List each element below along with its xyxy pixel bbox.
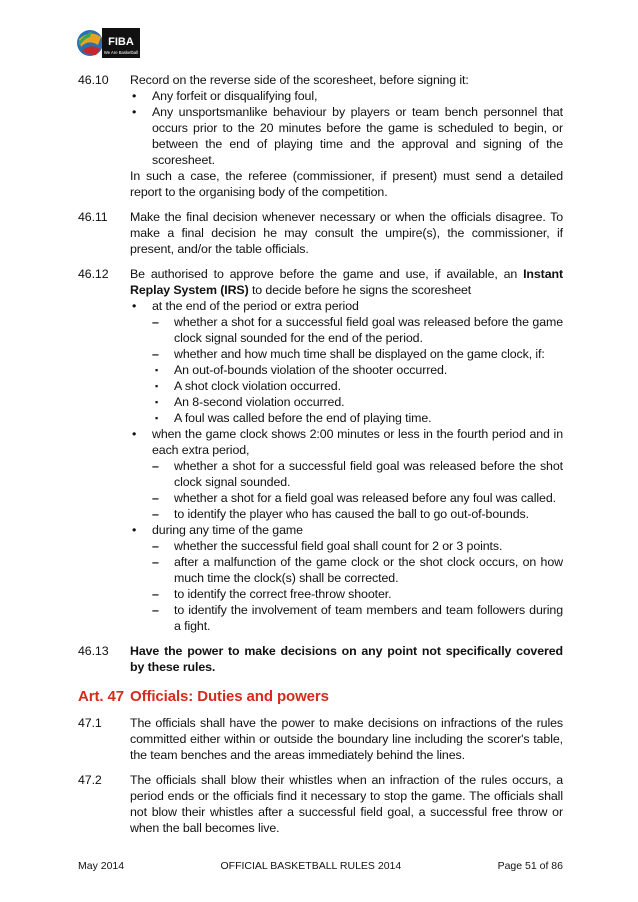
footer-date: May 2014 [78,860,125,872]
logo-tagline: We Are Basketball [103,50,139,55]
dash-icon: – [152,507,159,521]
bullet-item: • at the end of the period or extra period [132,299,359,313]
article-47-1 [78,715,563,763]
article-number: 46.11 [78,210,108,224]
article-46-10 [78,72,563,200]
irs-term: Instant Replay System (IRS) [130,267,563,297]
article-number: 46.12 [78,267,109,281]
bullet-item: • when the game clock shows 2:00 minutes or less in the fourth period and in each extra period, [132,427,563,457]
bullet-icon: • [132,299,137,313]
square-item: ▪ A foul was called before the end of playing time. [155,411,432,425]
article-text: The officials shall have the power to make decisions on infractions of the rules committed either within or outside the boundary line including the scorer's table, the team benches and the areas immediately behind the lines. [130,716,563,762]
dash-item: – to identify the player who has caused the ball to go out-of-bounds. [152,507,529,521]
bullet-item: • during any time of the game [132,523,303,537]
dash-item: – to identify the involvement of team members and team followers during a fight. [152,603,563,633]
dash-icon: – [152,459,159,473]
bullet-item: • Any forfeit or disqualifying foul, [132,89,318,103]
article-46-11 [78,209,563,257]
square-bullet-icon: ▪ [155,365,159,375]
article-47-2 [78,772,563,836]
dash-item: – whether and how much time shall be displayed on the game clock, if: [152,347,545,361]
dash-item: – to identify the correct free-throw shooter. [152,587,392,601]
article-46-13 [78,643,563,675]
section-heading [78,689,563,705]
dash-icon: – [152,539,159,553]
bullet-icon: • [132,89,137,103]
article-number: 47.2 [78,773,102,787]
square-bullet-icon: ▪ [155,397,159,407]
fiba-logo [76,25,142,61]
dash-item: – after a malfunction of the game clock or the shot clock occurs, on how much time the clock(s) shall be corrected. [152,555,563,585]
article-text: Be authorised to approve before the game and use, if available, an Instant Replay System (IRS) to decide before he signs the scoresheet [130,267,563,297]
dash-item: – whether the successful field goal shall count for 2 or 3 points. [152,539,503,553]
bullet-icon: • [132,427,137,441]
dash-item: – whether a shot for a field goal was released before any foul was called. [152,491,556,505]
dash-icon: – [152,555,159,569]
article-46-12 [78,266,563,634]
page-footer [78,860,563,872]
square-item: ▪ A shot clock violation occurred. [155,379,341,393]
dash-item: – whether a shot for a successful field goal was released before the game clock signal sounded for the end of the period. [152,315,563,345]
footer-title: OFFICIAL BASKETBALL RULES 2014 [220,860,402,872]
section-number: Art. 47 [78,688,124,705]
dash-icon: – [152,315,159,329]
dash-icon: – [152,491,159,505]
bullet-icon: • [132,523,137,537]
dash-icon: – [152,603,159,617]
bullet-item: • Any unsportsmanlike behaviour by players or team bench personnel that occurs prior to the 20 minutes before the game is scheduled to begin, or between the end of playing time and the approval and signing of the scoresheet. [132,105,563,167]
article-number: 47.1 [78,716,102,730]
rules-content [78,72,563,845]
fiba-logo-icon [76,25,142,61]
footer-page-number: Page 51 of 86 [497,860,563,872]
article-number: 46.13 [78,644,109,658]
logo-text: FIBA [108,36,134,48]
article-number: 46.10 [78,73,109,87]
dash-icon: – [152,587,159,601]
section-title: Officials: Duties and powers [130,688,329,705]
dash-icon: – [152,347,159,361]
square-bullet-icon: ▪ [155,381,159,391]
article-text: In such a case, the referee (commissioner, if present) must send a detailed report to the organising body of the competition. [130,169,563,199]
article-text: Have the power to make decisions on any point not specifically covered by these rules. [130,644,563,674]
bullet-icon: • [132,105,137,119]
dash-item: – whether a shot for a successful field goal was released before the shot clock signal sounded. [152,459,563,489]
article-text: The officials shall blow their whistles when an infraction of the rules occurs, a period ends or the officials find it necessary to stop the game. The officials shall not blow their whistles after a successful field goal, a successful free throw or when the ball becomes live. [130,773,563,835]
article-text: Record on the reverse side of the scoresheet, before signing it: [130,73,469,87]
square-bullet-icon: ▪ [155,413,159,423]
square-item: ▪ An out-of-bounds violation of the shooter occurred. [155,363,448,377]
article-text: Make the final decision whenever necessary or when the officials disagree. To make a final decision he may consult the umpire(s), the commissioner, if present, and/or the table officials. [130,210,563,256]
square-item: ▪ An 8-second violation occurred. [155,395,345,409]
